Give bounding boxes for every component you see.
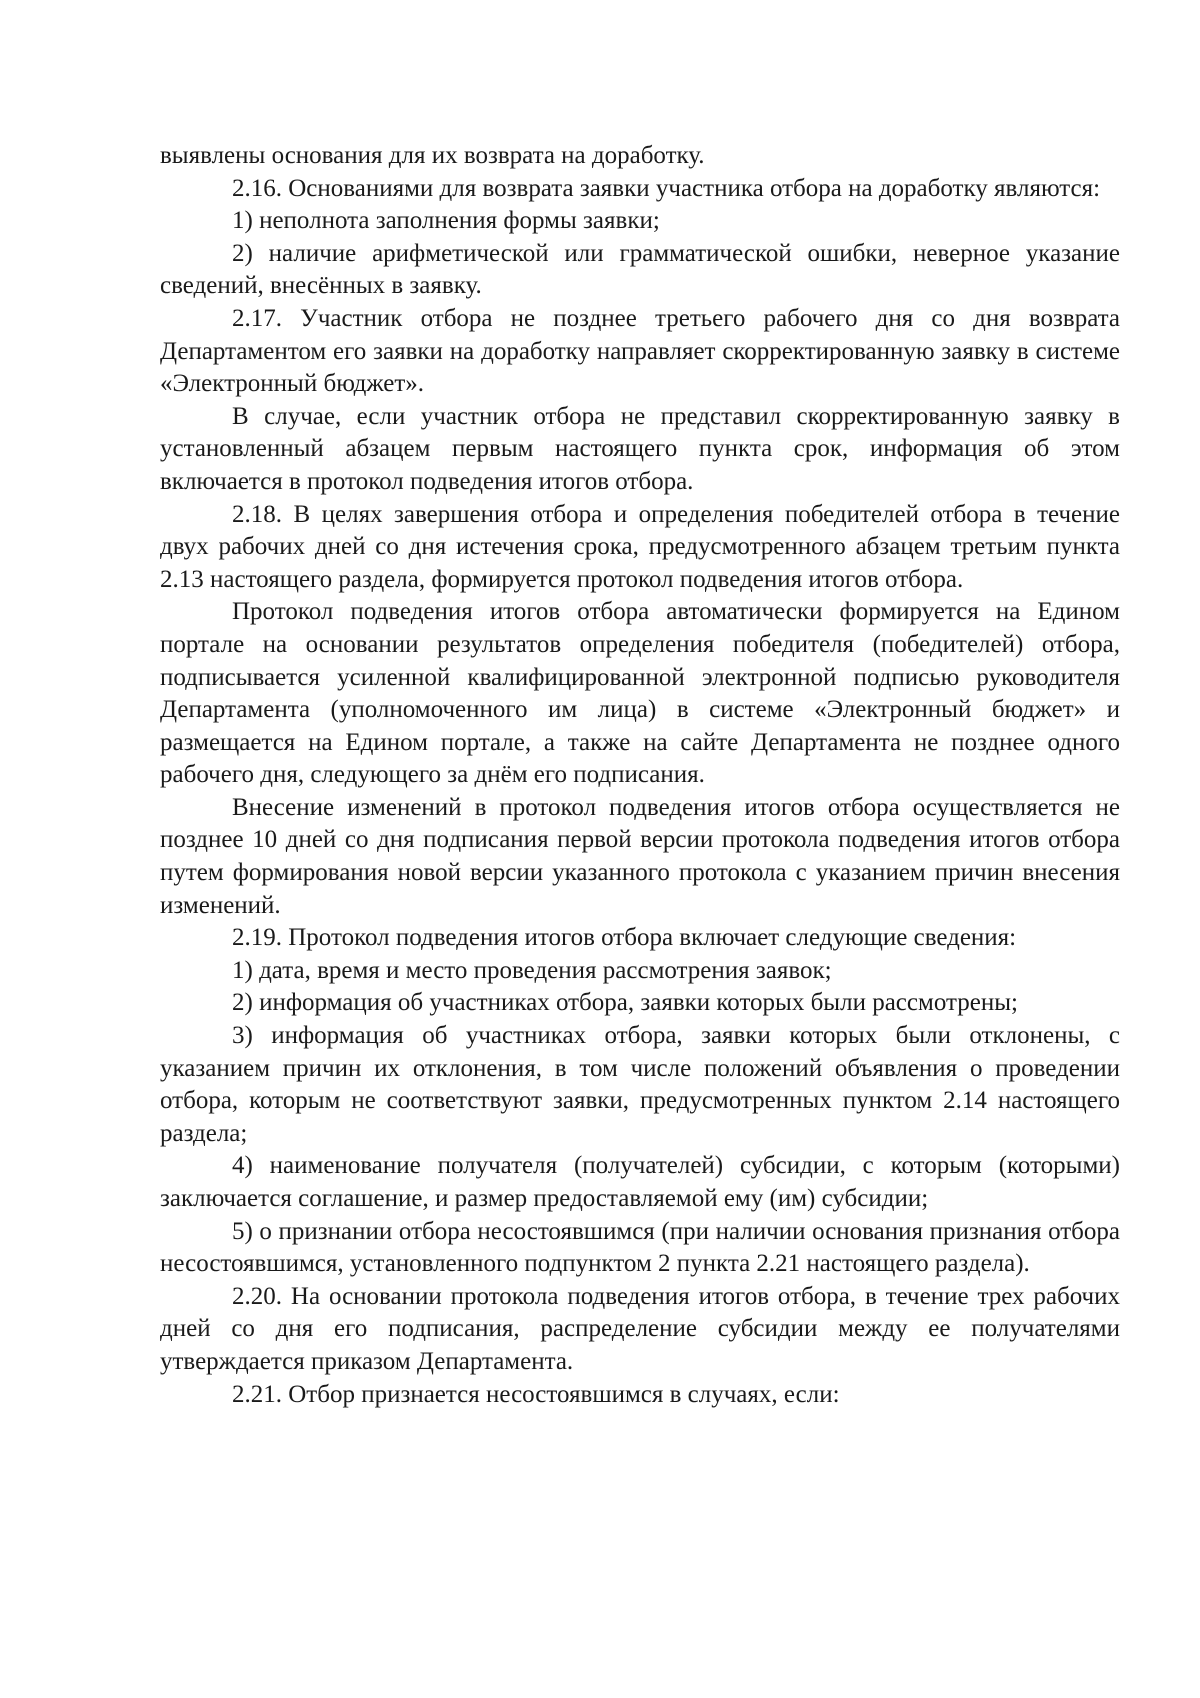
list-item: 2) наличие арифметической или грамматической ошибки, неверное указание сведений, внесённых в заявку. <box>160 239 1120 300</box>
paragraph: Внесение изменений в протокол подведения итогов отбора осуществляется не позднее 10 дней со дня подписания первой версии протокола подведения итогов отбора путем формирования новой версии указанного протокола с указанием причин внесения изменений. <box>160 793 1120 919</box>
paragraph: 2.17. Участник отбора не позднее третьего рабочего дня со дня возврата Департаментом его заявки на доработку направляет скорректированную заявку в системе «Электронный бюджет». <box>160 304 1120 398</box>
paragraph: 2.18. В целях завершения отбора и определения победителей отбора в течение двух рабочих дней со дня истечения срока, предусмотренного абзацем третьим пункта 2.13 настоящего раздела, формируется протокол подведения итогов отбора. <box>160 500 1120 593</box>
list-item: 5) о признании отбора несостоявшимся (при наличии основания признания отбора несостоявшимся, установленного подпунктом 2 пункта 2.21 настоящего раздела). <box>160 1217 1120 1278</box>
paragraph: выявлены основания для их возврата на доработку. <box>160 142 705 169</box>
list-item: 1) дата, время и место проведения рассмотрения заявок; <box>232 956 832 984</box>
list-item: 4) наименование получателя (получателей) субсидии, с которым (которыми) заключается соглашение, и размер предоставляемой ему (им) субсидии; <box>160 1152 1120 1212</box>
paragraph: 2.19. Протокол подведения итогов отбора включает следующие сведения: <box>232 924 1017 952</box>
paragraph: 2.21. Отбор признается несостоявшимся в случаях, если: <box>232 1380 840 1408</box>
list-item: 3) информация об участниках отбора, заявки которых были отклонены, с указанием причин их отклонения, в том числе положений объявления о проведении отбора, которым не соответствуют заявки, предусмотренных пунктом 2.14 настоящего раздела; <box>160 1022 1120 1147</box>
paragraph: 2.20. На основании протокола подведения итогов отбора, в течение трех рабочих дней со дня его подписания, распределение субсидии между ее получателями утверждается приказом Департамента. <box>160 1282 1120 1375</box>
list-item: 1) неполнота заполнения формы заявки; <box>232 207 660 235</box>
paragraph: Протокол подведения итогов отбора автоматически формируется на Едином портале на основании результатов определения победителя (победителей) отбора, подписывается усиленной квалифицированной электронной подписью руководителя Департамента (уполномоченного им лица) в системе «Электронный бюджет» и размещается на Едином портале, а также на сайте Департамента не позднее одного рабочего дня, следующего за днём его подписания. <box>160 598 1120 789</box>
paragraph: В случае, если участник отбора не представил скорректированную заявку в установленный абзацем первым настоящего пункта срок, информация об этом включается в протокол подведения итогов отбора. <box>160 402 1120 495</box>
paragraph: 2.16. Основаниями для возврата заявки участника отбора на доработку являются: <box>232 174 1101 202</box>
list-item: 2) информация об участниках отбора, заявки которых были рассмотрены; <box>232 989 1018 1017</box>
